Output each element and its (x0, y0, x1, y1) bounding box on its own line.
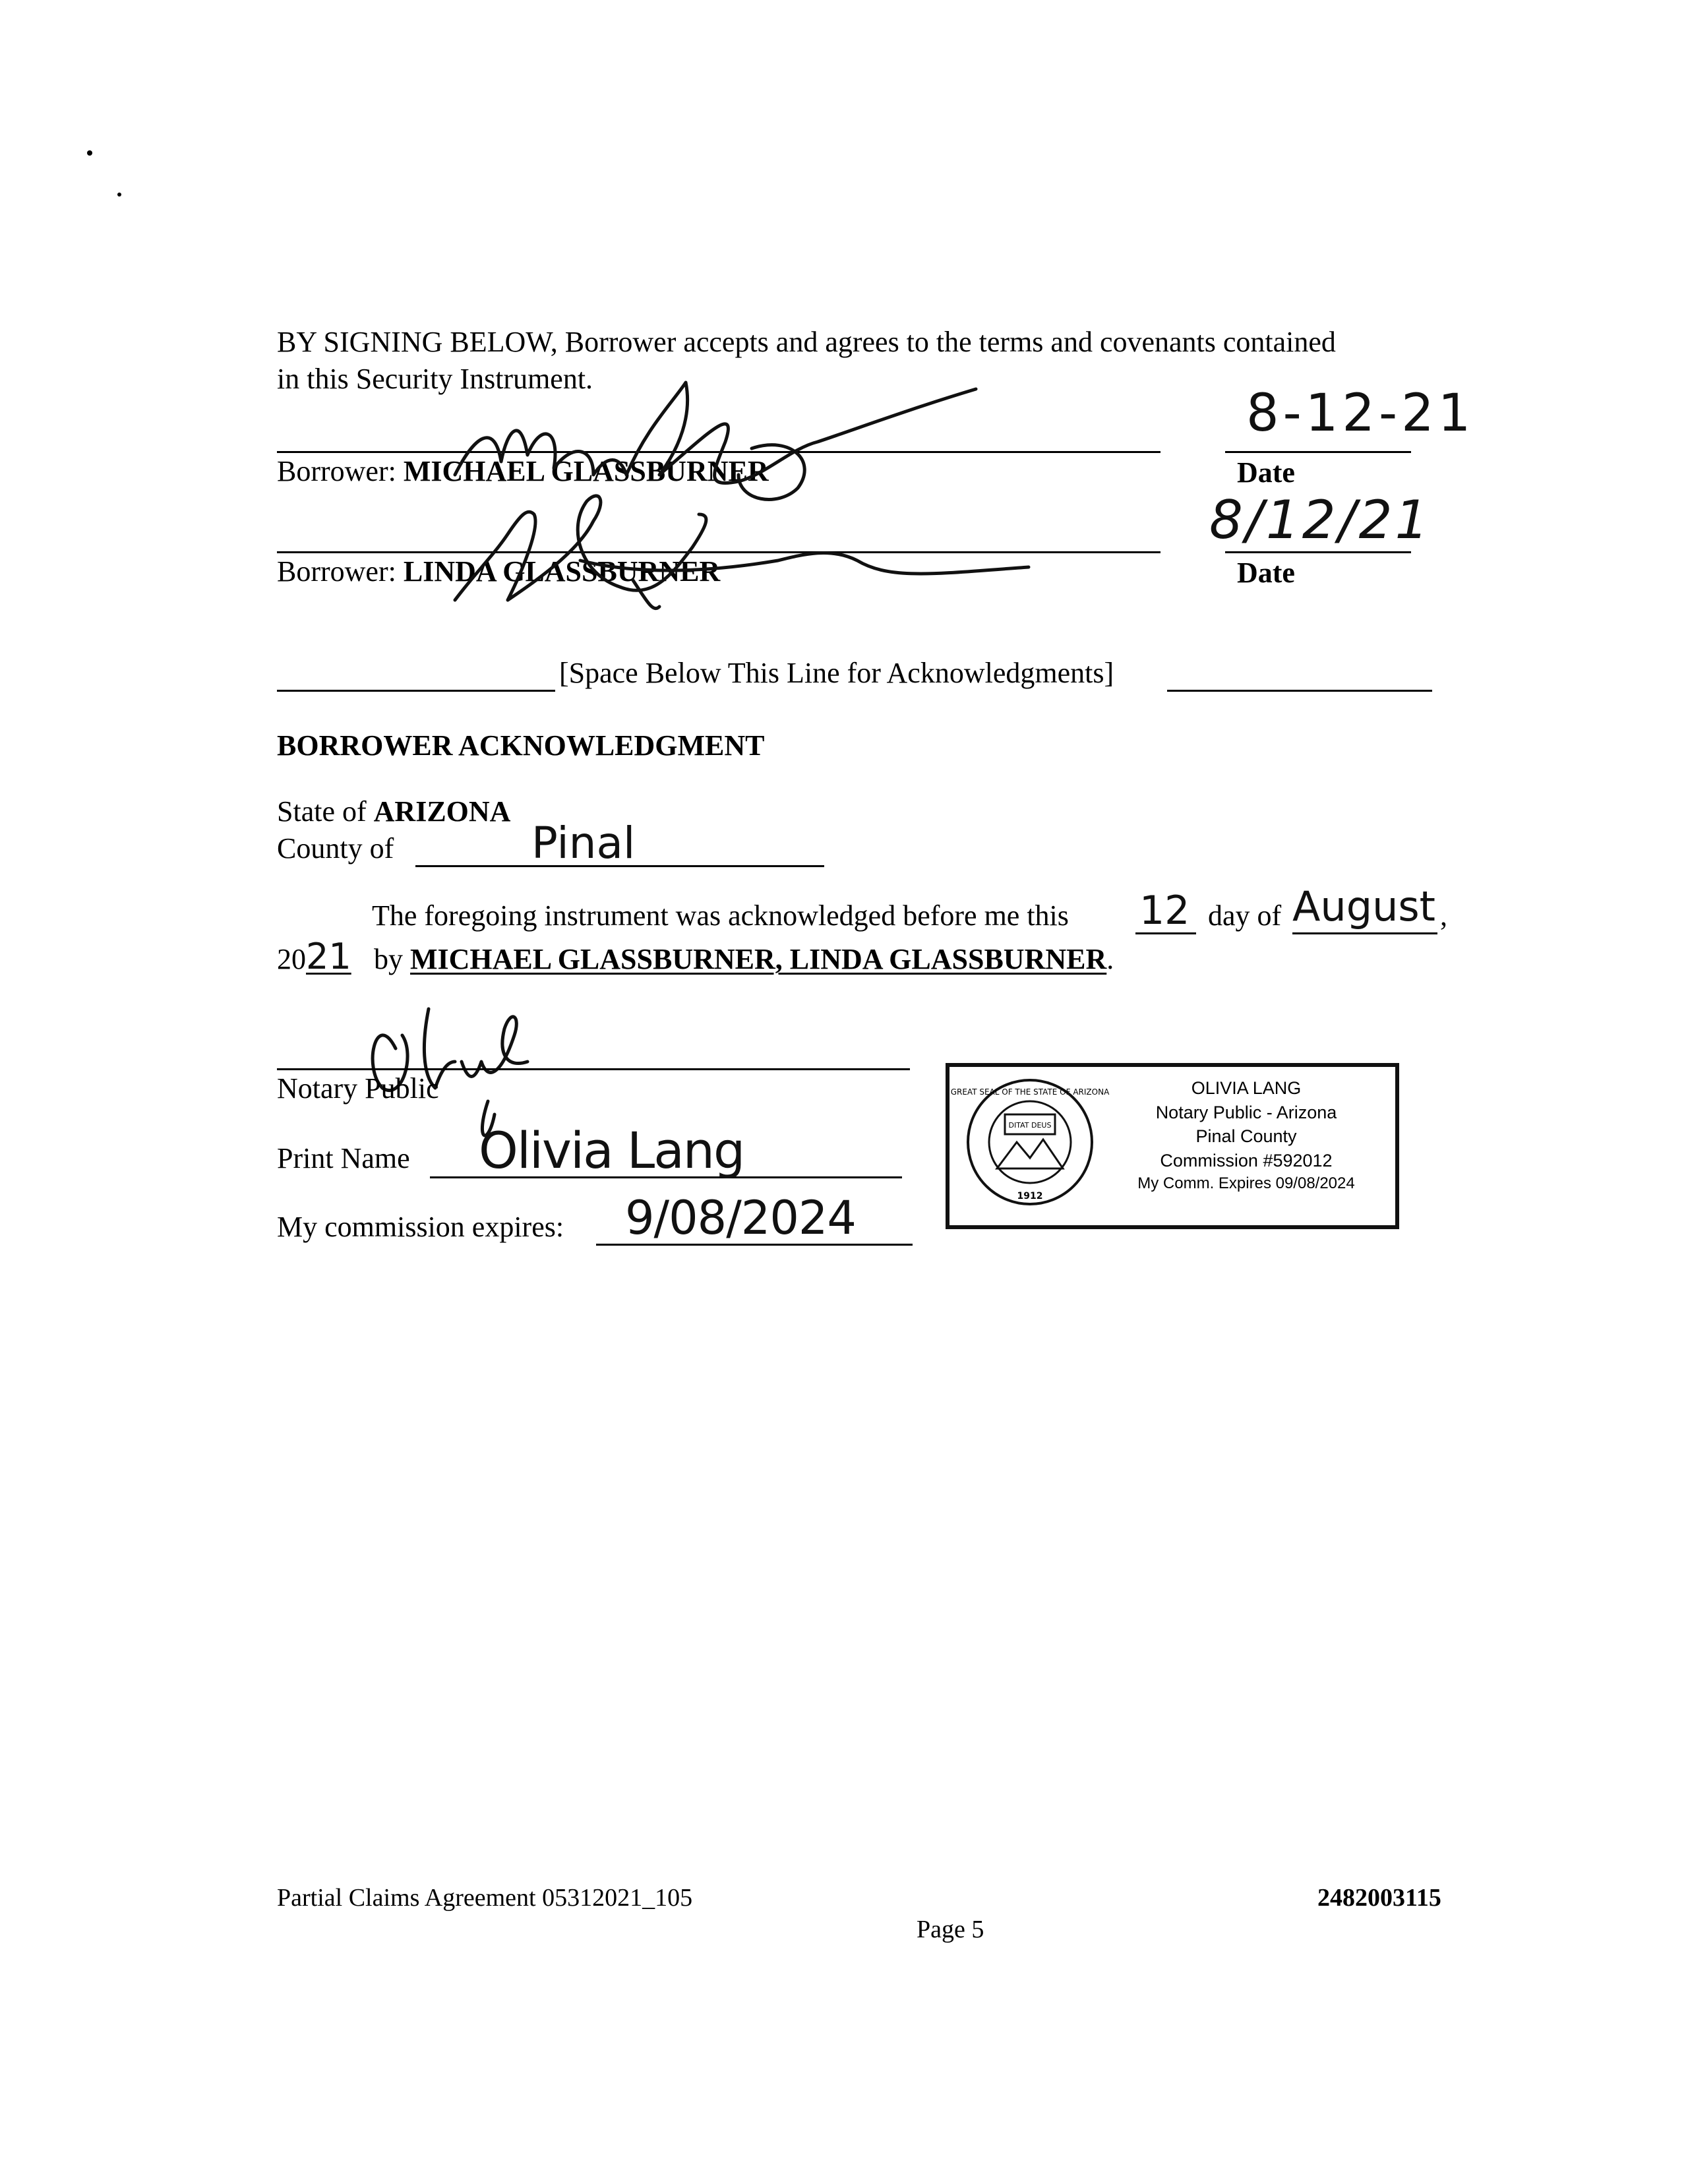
year-line (277, 936, 1114, 977)
county-value: Pinal (531, 818, 636, 868)
commission-expires-label: My commission expires: (277, 1211, 564, 1243)
space-below-text: [Space Below This Line for Acknowledgments] (559, 657, 1114, 689)
stamp-county: Pinal County (1195, 1126, 1297, 1147)
borrower-1-label-text: Borrower: (277, 455, 404, 487)
borrower-2-date-value: 8/12/21 (1209, 489, 1432, 551)
commission-expires-value: 9/08/2024 (625, 1191, 856, 1245)
ack-comma: , (1440, 899, 1447, 932)
day-value: 12 (1139, 888, 1190, 934)
space-rule-left (277, 690, 555, 692)
seal-motto: DITAT DEUS (1008, 1121, 1052, 1130)
borrower-1-date-value: 8-12-21 (1246, 384, 1475, 443)
borrower-2-label-text: Borrower: (277, 555, 404, 588)
scan-speck (87, 150, 92, 156)
acknowledgment-heading: BORROWER ACKNOWLEDGMENT (277, 729, 765, 762)
footer-left: Partial Claims Agreement 05312021_105 (277, 1884, 693, 1912)
seal-year: 1912 (1017, 1191, 1043, 1201)
stamp-commission: Commission #592012 (1160, 1151, 1333, 1171)
stamp-expires: My Comm. Expires 09/08/2024 (1137, 1174, 1355, 1192)
names-period: . (1106, 943, 1114, 975)
acknowledged-names: MICHAEL GLASSBURNER, LINDA GLASSBURNER (410, 943, 1107, 975)
space-rule-right (1167, 690, 1432, 692)
stamp-notary-name: OLIVIA LANG (1191, 1078, 1302, 1098)
scan-speck (117, 193, 121, 197)
borrower-1-date-label: Date (1237, 456, 1295, 489)
print-name-label: Print Name (277, 1142, 410, 1174)
borrower-2-signature-graphic (435, 475, 1042, 620)
arizona-seal-icon (950, 1076, 1110, 1208)
state-line (277, 795, 510, 829)
seal-ring-text: GREAT SEAL OF THE STATE OF ARIZONA (950, 1087, 1110, 1097)
stamp-notary-title: Notary Public - Arizona (1155, 1102, 1337, 1122)
month-value: August (1292, 882, 1435, 930)
ack-sentence-part2: day of (1208, 899, 1282, 932)
print-name-value: Olivia Lang (479, 1121, 744, 1180)
notary-signature-line (277, 1068, 910, 1070)
notary-stamp (946, 1063, 1399, 1229)
intro-line-2: in this Security Instrument. (277, 363, 593, 395)
stamp-text-block (1108, 1076, 1385, 1195)
notary-public-label: Notary Public (277, 1072, 439, 1105)
by-label: by (374, 943, 403, 975)
year-value: 21 (306, 936, 351, 977)
borrower-1-name: MICHAEL GLASSBURNER (403, 455, 769, 487)
state-label: State of (277, 795, 374, 828)
borrower-2-date-label: Date (1237, 557, 1295, 589)
borrower-1-date-line (1225, 451, 1411, 453)
borrower-2-date-line (1225, 551, 1411, 553)
county-label: County of (277, 832, 394, 864)
month-value-line (1292, 932, 1437, 934)
intro-line-1: BY SIGNING BELOW, Borrower accepts and agrees to the terms and covenants contained (277, 326, 1336, 358)
footer-page-number: Page 5 (917, 1916, 984, 1943)
footer-right: 2482003115 (1317, 1884, 1441, 1912)
ack-sentence-part1: The foregoing instrument was acknowledged before me this (372, 899, 1069, 932)
borrower-2-name: LINDA GLASSBURNER (403, 555, 721, 588)
state-value: ARIZONA (373, 795, 511, 828)
year-prefix: 20 (277, 943, 306, 975)
